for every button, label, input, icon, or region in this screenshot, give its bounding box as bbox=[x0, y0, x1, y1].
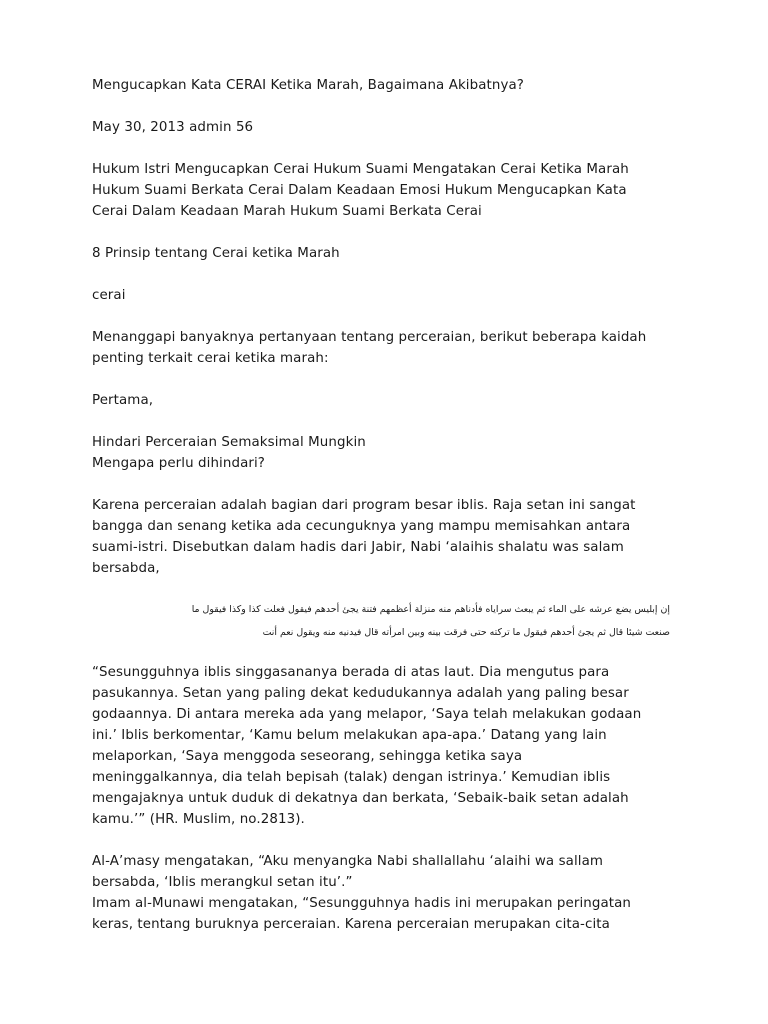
first-point-label: Pertama, bbox=[92, 393, 154, 408]
subtitle: 8 Prinsip tentang Cerai ketika Marah bbox=[92, 246, 340, 261]
body-paragraph: Karena perceraian adalah bagian dari program besar iblis. Raja setan ini sangat bangga dan senang ketika ada cecunguknya yang mampu memisahkan antara suami-istri. Disebutkan dalam hadis dari Jabir, Nabi ‘alaihis shalatu was salam bersabda, bbox=[92, 498, 636, 576]
intro-paragraph: Menanggapi banyaknya pertanyaan tentang perceraian, berikut beberapa kaidah penting terkait cerai ketika marah: bbox=[92, 330, 647, 366]
arabic-hadith: إن إبليس يضع عرشه على الماء ثم يبعث سراياه فأدناهم منه منزلة أعظمهم فتنة يجئ أحدهم فيقول فعلت كذا وكذا فيقول ما صنعت شيئا قال ثم يجئ أحدهم فيقول ما تركته حتى فرقت بينه وبين امرأته قال فيدنيه منه ويقول نعم أنت bbox=[191, 604, 670, 638]
tags-paragraph: Hukum Istri Mengucapkan Cerai Hukum Suami Mengatakan Cerai Ketika Marah Hukum Suami Berkata Cerai Dalam Keadaan Emosi Hukum Mengucapkan Kata Cerai Dalam Keadaan Marah Hukum Suami Berkata Cerai bbox=[92, 162, 629, 219]
post-meta: May 30, 2013 admin 56 bbox=[92, 120, 254, 135]
hadith-translation: “Sesungguhnya iblis singgasananya berada di atas laut. Dia mengutus para pasukannya. Setan yang paling dekat kedudukannya adalah yang paling besar godaannya. Di antara mereka ada yang melapor, ‘Saya telah melakukan godaan ini.’ Iblis berkomentar, ‘Kamu belum melakukan apa-apa.’ Datang yang lain melaporkan, ‘Saya menggoda seseorang, sehingga ketika saya meninggalkannya, dia telah bepisah (talak) dengan istrinya.’ Kemudian iblis mengajaknya untuk duduk di dekatnya dan berkata, ‘Sebaik-baik setan adalah kamu.’” (HR. Muslim, no.2813). bbox=[92, 665, 642, 827]
section-heading: Hindari Perceraian Semaksimal Mungkin Mengapa perlu dihindari? bbox=[92, 435, 366, 471]
document-title: Mengucapkan Kata CERAI Ketika Marah, Bagaimana Akibatnya? bbox=[92, 78, 525, 93]
body-paragraph-2: Al-A’masy mengatakan, “Aku menyangka Nabi shallallahu ‘alaihi wa sallam bersabda, ‘Iblis merangkul setan itu’.” Imam al-Munawi mengatakan, “Sesungguhnya hadis ini merupakan peringatan keras, tentang buruknya perceraian. Karena perceraian merupakan cita-cita bbox=[92, 854, 632, 932]
image-caption: cerai bbox=[92, 288, 126, 303]
